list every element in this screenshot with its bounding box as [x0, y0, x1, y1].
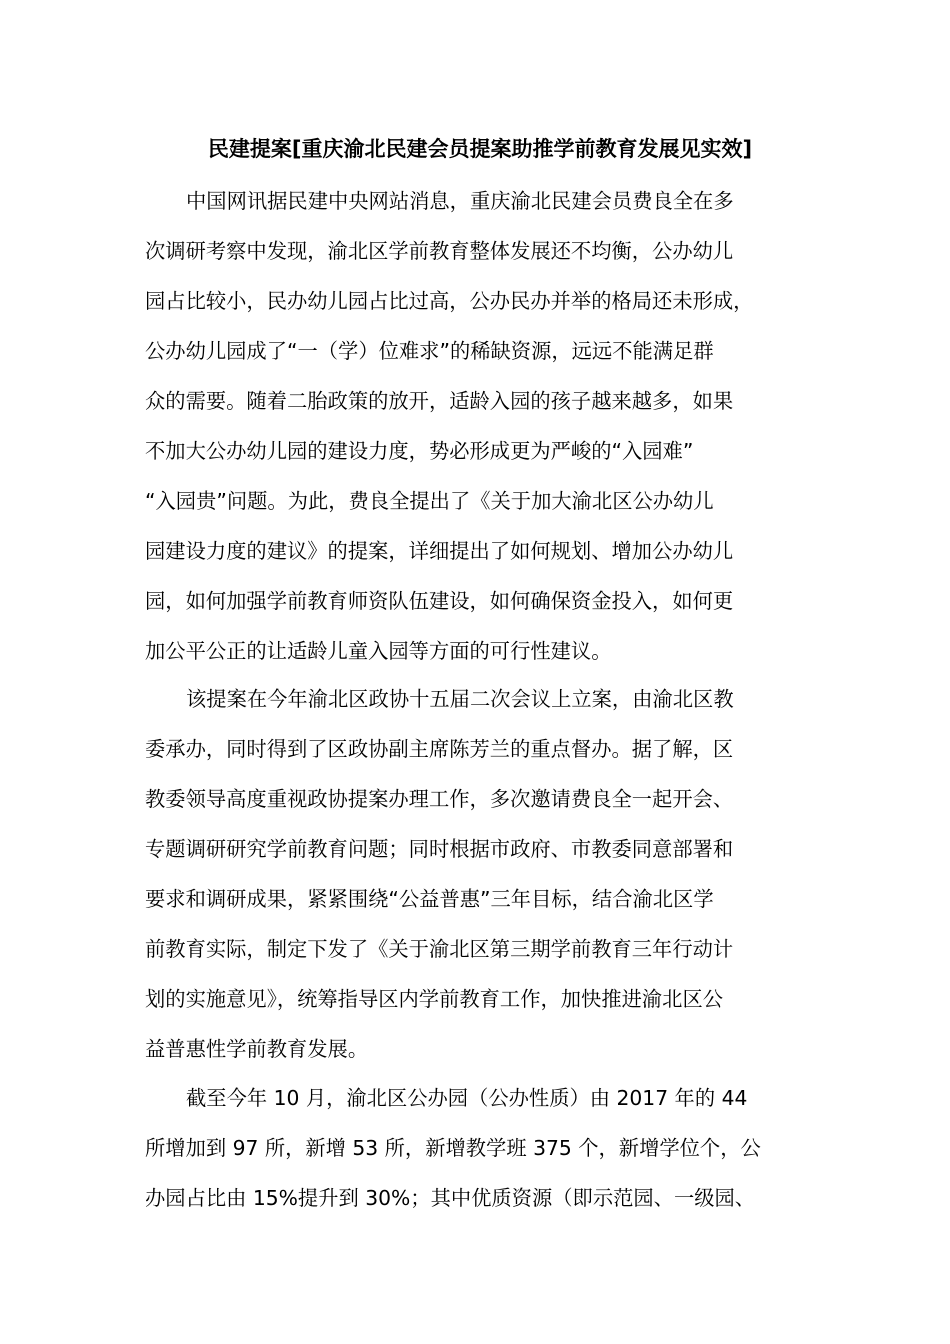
paragraph-2: [145, 674, 835, 1074]
text-line: 委承办，同时得到了区政协副主席陈芳兰的重点督办。据了解，区: [145, 737, 734, 761]
text-line: 益普惠性学前教育发展。: [145, 1037, 369, 1061]
text-line: 园占比较小，民办幼儿园占比过高，公办民办并举的格局还未形成，: [145, 289, 754, 313]
text-line: 众的需要。随着二胎政策的放开，适龄入园的孩子越来越多，如果: [145, 389, 734, 413]
text-line: 截至今年 10 月，渝北区公办园（公办性质）由 2017 年的 44: [186, 1086, 748, 1110]
text-line: 加公平公正的让适龄儿童入园等方面的可行性建议。: [145, 639, 612, 663]
text-line: 专题调研研究学前教育问题；同时根据市政府、市教委同意部署和: [145, 837, 734, 861]
paragraph-1: [145, 176, 835, 676]
text-line: “入园贵”问题。为此，费良全提出了《关于加大渝北区公办幼儿: [145, 489, 714, 513]
text-line: 办园占比由 15%提升到 30%；其中优质资源（即示范园、一级园、: [145, 1186, 756, 1210]
text-line: 前教育实际，制定下发了《关于渝北区第三期学前教育三年行动计: [145, 937, 734, 961]
text-line: 不加大公办幼儿园的建设力度，势必形成更为严峻的“入园难”: [145, 439, 694, 463]
text-line: 教委领导高度重视政协提案办理工作，多次邀请费良全一起开会、: [145, 787, 734, 811]
text-line: 所增加到 97 所，新增 53 所，新增教学班 375 个，新增学位个，公: [145, 1136, 761, 1160]
text-line: 次调研考察中发现，渝北区学前教育整体发展还不均衡，公办幼儿: [145, 239, 734, 263]
paragraph-3: [145, 1073, 835, 1223]
document-title: 民建提案[重庆渝北民建会员提案助推学前教育发展见实效]: [207, 137, 753, 161]
text-line: 公办幼儿园成了“一（学）位难求”的稀缺资源，远远不能满足群: [145, 339, 714, 363]
text-line: 该提案在今年渝北区政协十五届二次会议上立案，由渝北区教: [186, 687, 734, 711]
text-line: 中国网讯据民建中央网站消息，重庆渝北民建会员费良全在多: [186, 189, 734, 213]
text-line: 园建设力度的建议》的提案，详细提出了如何规划、增加公办幼儿: [145, 539, 734, 563]
text-line: 要求和调研成果，紧紧围绕“公益普惠”三年目标，结合渝北区学: [145, 887, 714, 911]
text-line: 划的实施意见》，统筹指导区内学前教育工作，加快推进渝北区公: [145, 987, 724, 1011]
text-line: 园，如何加强学前教育师资队伍建设，如何确保资金投入，如何更: [145, 589, 734, 613]
